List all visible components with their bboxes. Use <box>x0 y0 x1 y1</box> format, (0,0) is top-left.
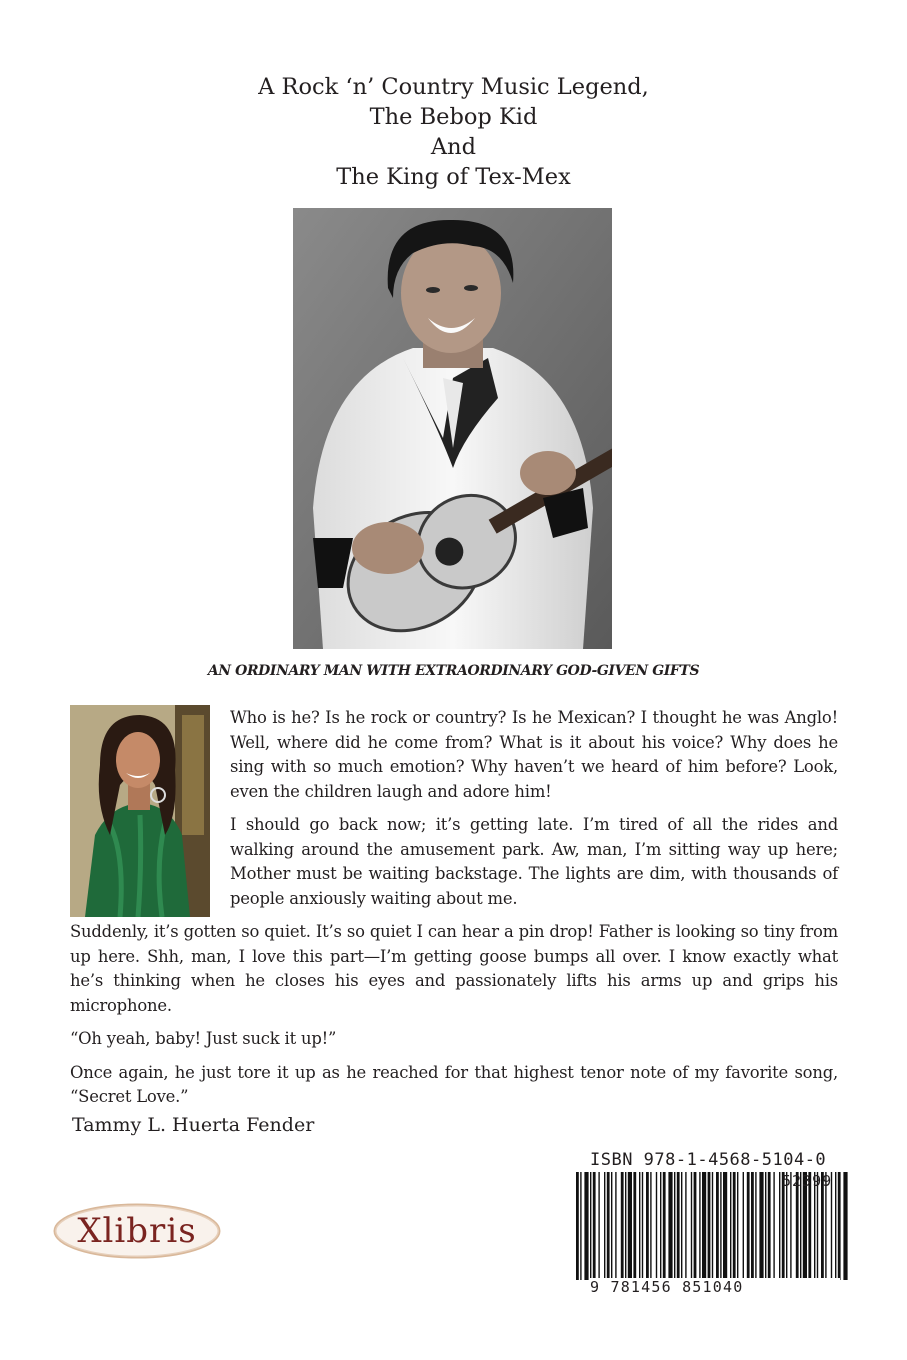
barcode-bar <box>674 1172 675 1280</box>
barcode-bar <box>685 1172 686 1280</box>
barcode-bar <box>747 1172 750 1280</box>
barcode-bar <box>730 1172 731 1280</box>
barcode-digits: 9 781456 851040 <box>590 1278 840 1296</box>
barcode-bar <box>639 1172 640 1280</box>
barcode-bar <box>743 1172 744 1280</box>
barcode-bar <box>779 1172 780 1280</box>
barcode-bar <box>621 1172 624 1280</box>
barcode-bar <box>646 1172 649 1280</box>
barcode-bar <box>737 1172 738 1280</box>
author-signature: Tammy L. Huerta Fender <box>72 1114 315 1136</box>
blurb-paragraph-3: Suddenly, it’s gotten so quiet. It’s so quiet I can hear a pin drop! Father is looking so tiny from up here. Shh, man, I love this part—I’m getting goose bumps all over. I know exactly what he’s thinking when he closes his eyes and passionately lifts his arms up and grips his microphone. <box>70 922 838 1015</box>
barcode-bar <box>668 1172 672 1280</box>
barcode-bar <box>720 1172 721 1280</box>
blurb-paragraph-2: I should go back now; it’s getting late. I’m tired of all the rides and walking around the amusement park. Aw, man, I’m sitting way up here; Mother must be waiting backstage. The lights are dim, with thousands of people anxiously waiting about me. <box>230 815 838 908</box>
title-line-4: The King of Tex-Mex <box>336 164 571 190</box>
barcode-bar <box>677 1172 680 1280</box>
barcode-bar <box>584 1172 588 1280</box>
blurb-paragraph-1: Who is he? Is he rock or country? Is he Mexican? I thought he was Anglo! Well, where did he come from? What is it about his voice? Why does he sing with so much emotion? Why haven’t we heard of him before? Look, even the children laugh and adore him! <box>230 708 838 801</box>
publisher-name: Xlibris <box>77 1211 197 1251</box>
barcode-bar <box>835 1172 836 1280</box>
barcode-bar <box>580 1172 581 1280</box>
barcode-bar <box>656 1172 657 1280</box>
barcode-bar <box>768 1172 771 1280</box>
price-code: 52399 <box>782 1172 833 1190</box>
cover-title <box>0 72 907 192</box>
title-line-2: The Bebop Kid <box>369 104 538 130</box>
barcode-bar <box>733 1172 736 1280</box>
singer-photo-illustration <box>293 208 612 649</box>
barcode-bar <box>702 1172 706 1280</box>
barcode-bar <box>681 1172 682 1280</box>
barcode-bar <box>838 1172 841 1280</box>
author-photo-spacer <box>70 706 230 918</box>
barcode-bar <box>712 1172 713 1280</box>
barcode-bar <box>723 1172 727 1280</box>
barcode-bar <box>773 1172 774 1280</box>
publisher-logo <box>52 1200 222 1262</box>
barcode-bar <box>751 1172 754 1280</box>
barcode-bar <box>699 1172 700 1280</box>
blurb-paragraph-5: Once again, he just tore it up as he reached for that highest tenor note of my favorite song, “Secret Love.” <box>70 1062 838 1106</box>
barcode-bar <box>590 1172 591 1280</box>
barcode-bar <box>694 1172 697 1280</box>
tagline: AN ORDINARY MAN WITH EXTRAORDINARY GOD-GIVEN GIFTS <box>207 663 700 679</box>
title-line-3: And <box>430 134 477 160</box>
barcode-bar <box>628 1172 632 1280</box>
barcode-bar <box>660 1172 661 1280</box>
barcode-bar <box>650 1172 651 1280</box>
barcode-bar <box>663 1172 666 1280</box>
barcode-bar <box>642 1172 643 1280</box>
barcode-bar <box>593 1172 596 1280</box>
barcode-bar <box>755 1172 756 1280</box>
cover-blurb <box>70 706 838 1119</box>
barcode-bar <box>607 1172 610 1280</box>
blurb-paragraph-4: “Oh yeah, baby! Just suck it up!” <box>70 1029 337 1048</box>
barcode-bar <box>633 1172 636 1280</box>
barcode-bar <box>576 1172 579 1280</box>
barcode-bar <box>615 1172 616 1280</box>
barcode-bar <box>604 1172 605 1280</box>
barcode-bar <box>708 1172 711 1280</box>
barcode-bar <box>598 1172 599 1280</box>
barcode-bar <box>716 1172 719 1280</box>
singer-photo <box>293 208 612 649</box>
title-line-1: A Rock ‘n’ Country Music Legend, <box>258 74 649 100</box>
isbn-label: ISBN 978-1-4568-5104-0 <box>590 1150 827 1170</box>
barcode-bar <box>843 1172 847 1280</box>
barcode-bar <box>765 1172 766 1280</box>
barcode-bar <box>611 1172 612 1280</box>
barcode-bar <box>691 1172 692 1280</box>
barcode-bar <box>759 1172 763 1280</box>
barcode-bar <box>625 1172 626 1280</box>
